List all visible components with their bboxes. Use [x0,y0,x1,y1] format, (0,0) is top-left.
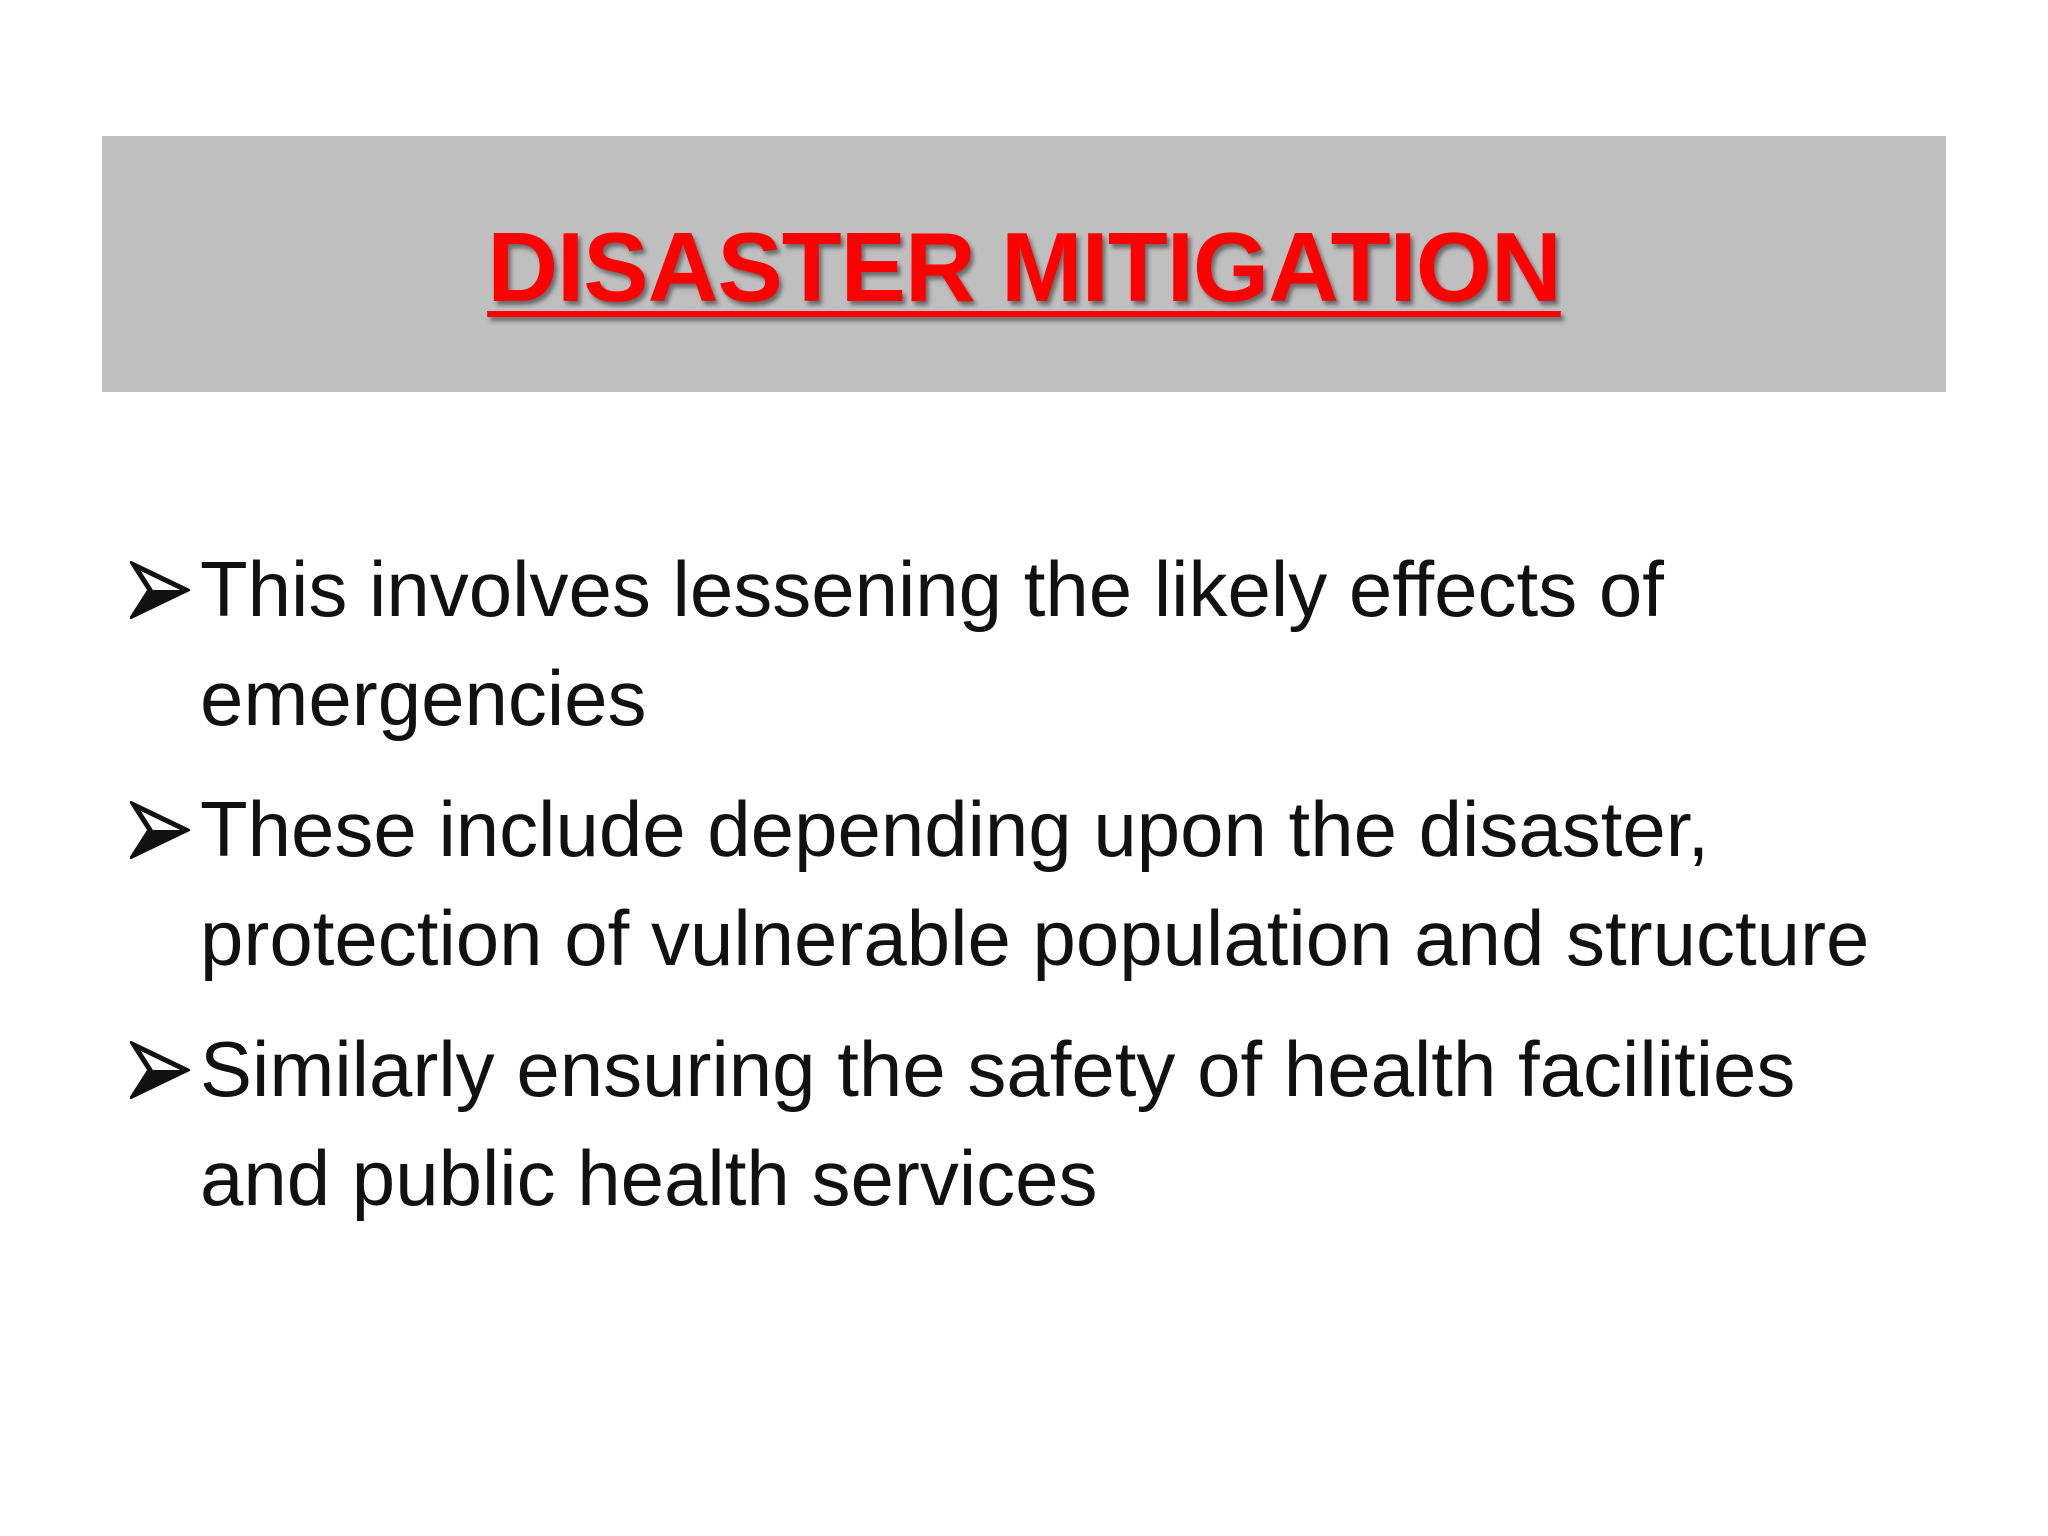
bullet-text: Similarly ensuring the safety of health facilities and public health services [200,1025,1796,1222]
title-band [102,136,1946,392]
arrowhead-bullet-icon [130,1041,190,1099]
bullet-text: These include depending upon the disaster, protection of vulnerable population and structure [200,785,1870,982]
arrowhead-bullet-icon [130,801,190,859]
bullet-item [130,535,1930,753]
arrowhead-bullet-icon [130,561,190,619]
slide-title: DISASTER MITIGATION [487,211,1561,322]
bullet-item [130,775,1930,993]
bullet-text: This involves lessening the likely effects of emergencies [200,545,1664,742]
bullet-list [130,535,1930,1255]
bullet-item [130,1015,1930,1233]
